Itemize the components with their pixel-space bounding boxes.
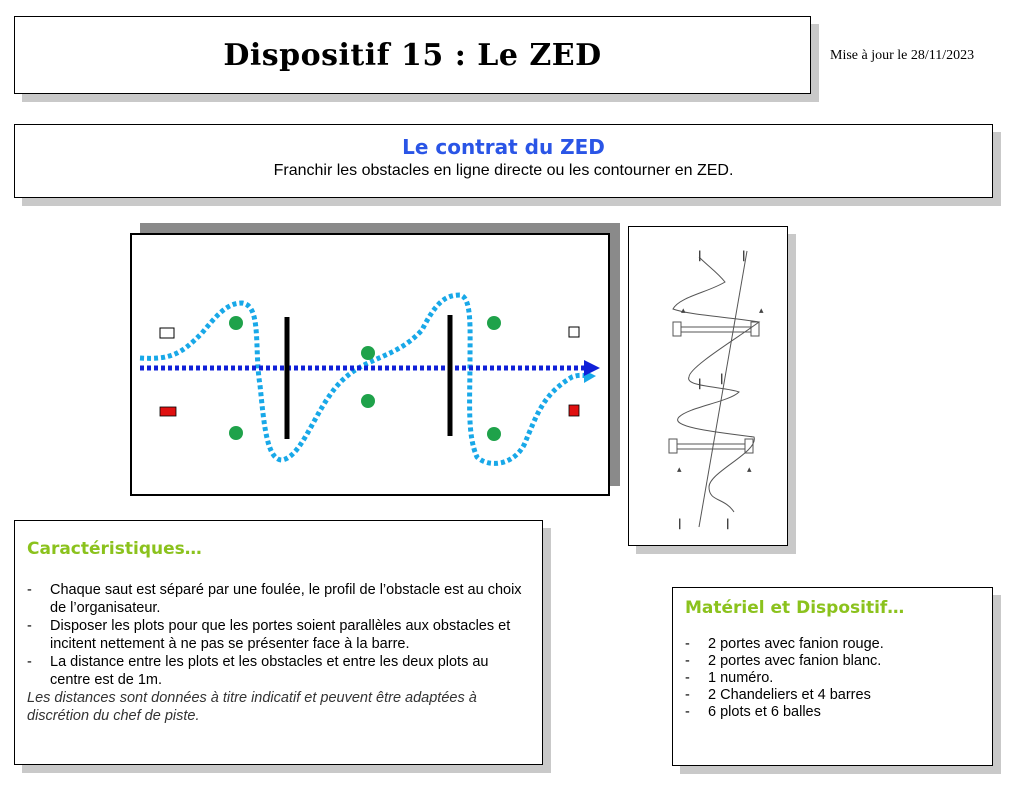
sketch-plot: ▴ [681, 306, 686, 316]
list-item: - Chaque saut est séparé par une foulée, le profil de l’obstacle est au choix de l’organisateur. [27, 581, 530, 617]
caracteristiques-box [14, 520, 543, 765]
plot [487, 316, 501, 330]
plot [229, 426, 243, 440]
title-box [14, 16, 811, 94]
list-item: - 2 portes avec fanion blanc. [685, 653, 980, 670]
list-item: - 6 plots et 6 balles [685, 704, 980, 721]
plot [361, 346, 375, 360]
plot [229, 316, 243, 330]
materiel-list [685, 636, 980, 721]
white-flag [569, 327, 579, 337]
sketch-plot: ▴ [747, 465, 752, 475]
materiel-heading: Matériel et Dispositif… [685, 598, 905, 618]
list-item: - 2 Chandeliers et 4 barres [685, 687, 980, 704]
update-date: Mise à jour le 28/11/2023 [830, 48, 975, 63]
sketch-plot: ▴ [759, 306, 764, 316]
direct-path-arrow [584, 360, 600, 376]
caracteristiques-list [27, 581, 530, 689]
page-title: Dispositif 15 : Le ZED [223, 37, 602, 73]
list-item: - 1 numéro. [685, 670, 980, 687]
contract-heading: Le contrat du ZED [402, 135, 605, 159]
contract-text: Franchir les obstacles en ligne directe ou les contourner en ZED. [273, 162, 734, 179]
list-item: - La distance entre les plots et les obstacles et entre les deux plots au centre est de 1m. [27, 653, 530, 689]
sketch-flag: ┃ [741, 252, 747, 262]
sketch-flag: ┃ [697, 252, 703, 262]
plot [487, 427, 501, 441]
red-flag [569, 405, 579, 416]
red-flag [160, 407, 176, 416]
sketch-flag: ┃ [719, 375, 725, 385]
materiel-box [672, 587, 993, 766]
contract-box [14, 124, 993, 198]
caracteristiques-note: Les distances sont données à titre indicatif et peuvent être adaptées à discrétion du chef de piste. [27, 690, 477, 724]
sketch-flag: ┃ [677, 520, 683, 530]
course-sketch-svg [629, 227, 787, 545]
list-item: - 2 portes avec fanion rouge. [685, 636, 980, 653]
course-sketch [628, 226, 788, 546]
course-diagram [130, 233, 610, 496]
list-item: - Disposer les plots pour que les portes soient parallèles aux obstacles et incitent nettement à ne pas se présenter face à la barre. [27, 617, 530, 653]
caracteristiques-heading: Caractéristiques… [27, 539, 202, 559]
white-flag [160, 328, 174, 338]
course-diagram-svg [132, 235, 608, 494]
sketch-flag: ┃ [725, 520, 731, 530]
zed-path [140, 295, 588, 463]
sketch-flag: ┃ [697, 380, 703, 390]
sketch-plot: ▴ [677, 465, 682, 475]
plot [361, 394, 375, 408]
